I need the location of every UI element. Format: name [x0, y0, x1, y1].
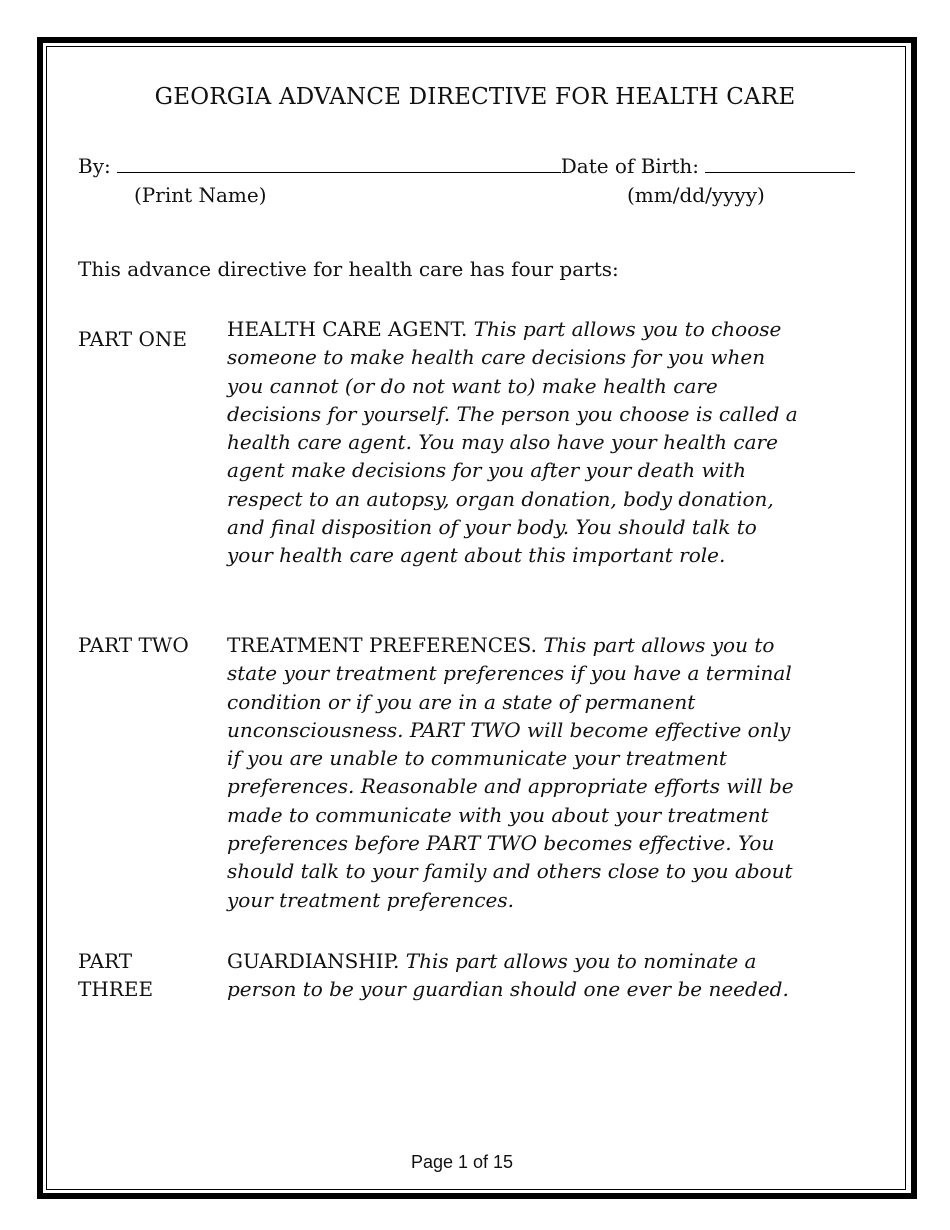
- part-two-body: [227, 631, 807, 914]
- dob-format-caption: (mm/dd/yyyy): [627, 183, 765, 207]
- part-one-section: [78, 315, 818, 605]
- date-of-birth-field[interactable]: [705, 152, 855, 173]
- part-one-heading: HEALTH CARE AGENT.: [227, 317, 474, 341]
- part-three-label: PART THREE: [78, 949, 154, 1002]
- intro-text: This advance directive for health care has four parts:: [78, 257, 619, 281]
- dob-label: Date of Birth:: [560, 154, 700, 178]
- part-one-body: [227, 315, 807, 570]
- part-one-label: PART ONE: [78, 327, 187, 351]
- part-three-section: [78, 947, 818, 1037]
- page-number: Page 1 of 15: [410, 1152, 514, 1172]
- print-name-field[interactable]: [117, 152, 561, 173]
- document-title: GEORGIA ADVANCE DIRECTIVE FOR HEALTH CARE: [154, 84, 796, 110]
- print-name-caption: (Print Name): [134, 183, 267, 207]
- part-one-description: This part allows you to choose someone to make health care decisions for you when you cannot (or do not want to) make health care decisions for yourself. The person you choose is called a health care agent. You may also have your health care agent make decisions for you after your death with respect to an autopsy, organ donation, body donation, and final disposition of your body. You should talk to your health care agent about this important role.: [227, 317, 798, 568]
- part-two-label: PART TWO: [78, 633, 189, 657]
- part-two-section: [78, 631, 818, 921]
- part-two-description: This part allows you to state your treatment preferences if you have a terminal condition or if you are in a state of permanent unconsciousness. PART TWO will become effective only if you are unable to communicate your treatment preferences. Reasonable and appropriate efforts will be made to communicate with you about your treatment preferences before PART TWO becomes effective. You should talk to your family and others close to you about your treatment preferences.: [227, 633, 794, 912]
- part-three-description: This part allows you to nominate a person to be your guardian should one ever be needed.: [227, 949, 789, 1002]
- part-two-heading: TREATMENT PREFERENCES.: [227, 633, 544, 657]
- part-three-body: [227, 947, 807, 1004]
- part-three-heading: GUARDIANSHIP.: [227, 949, 406, 973]
- name-dob-row: [78, 152, 870, 178]
- by-label: By:: [78, 154, 111, 178]
